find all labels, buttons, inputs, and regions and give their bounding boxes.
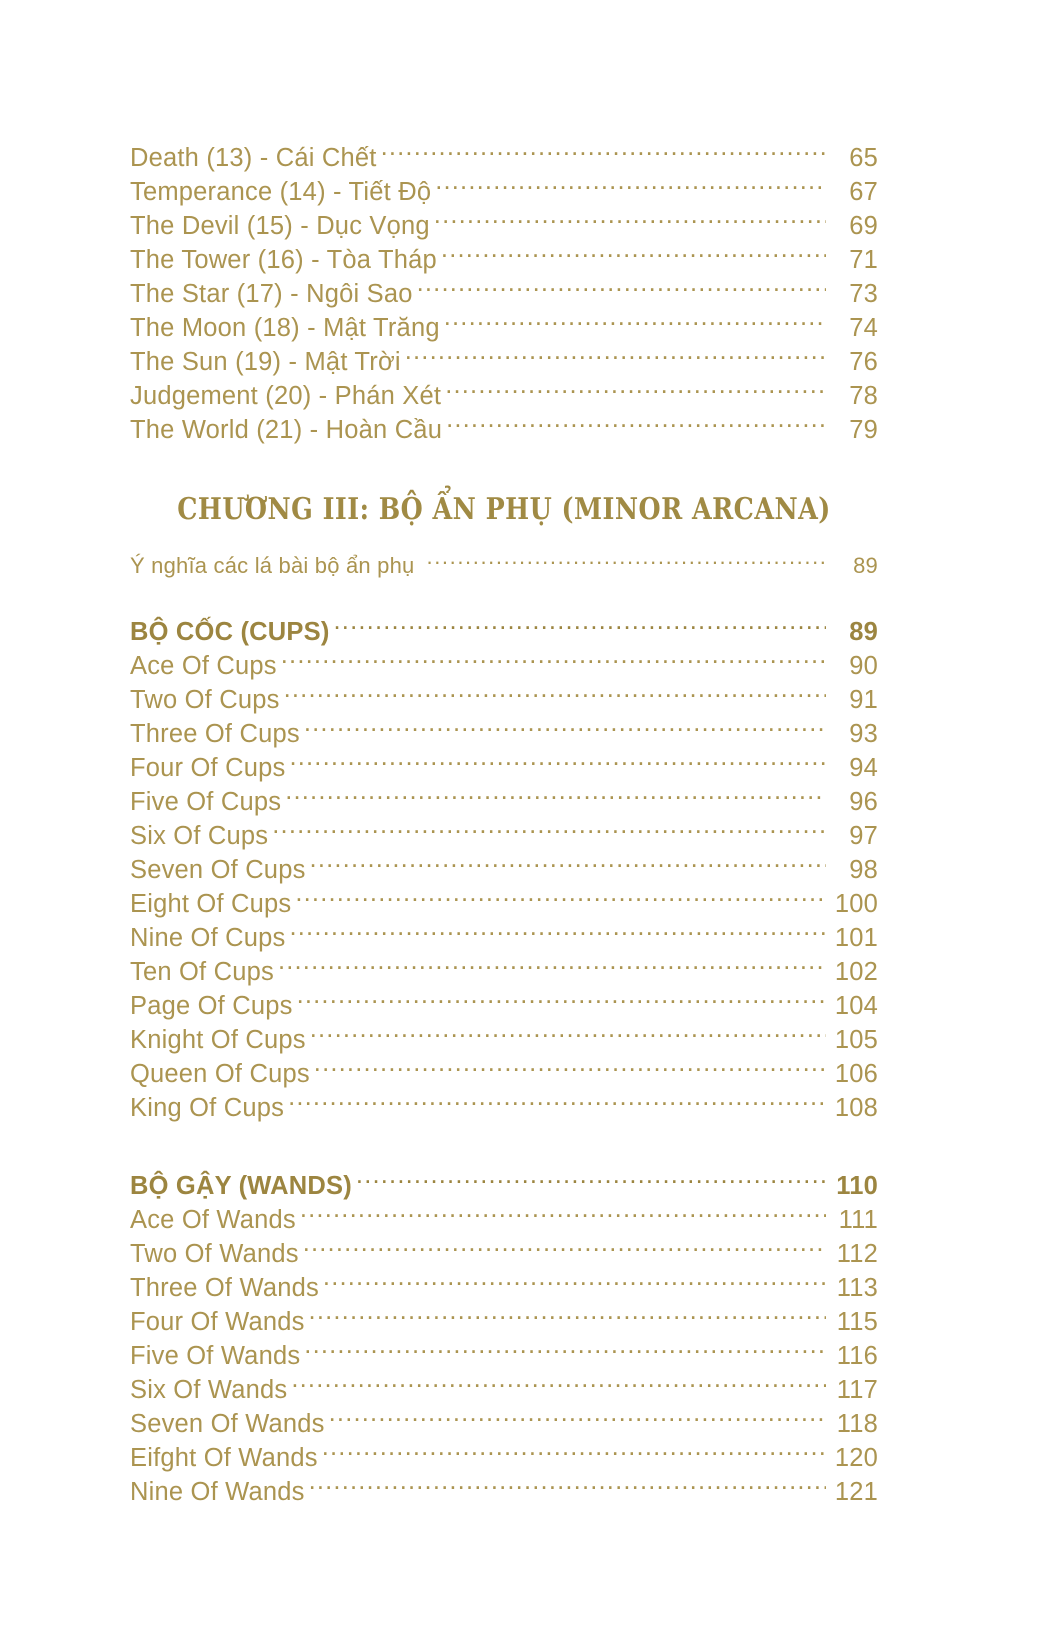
toc-entry-page: 71 (849, 245, 878, 274)
dot-leader (441, 242, 826, 268)
toc-entry-label: The Moon (18) - Mật Trăng (130, 313, 440, 342)
toc-entry-page: 105 (834, 1025, 878, 1054)
toc-entry-page: 78 (849, 381, 878, 410)
toc-entry-label: Five Of Cups (130, 787, 282, 816)
dot-leader (300, 1202, 826, 1228)
toc-entry-label: Ace Of Wands (130, 1205, 296, 1234)
toc-entry-label: Three Of Wands (130, 1273, 319, 1302)
toc-entry-page: 113 (836, 1273, 878, 1302)
dot-leader (284, 682, 826, 708)
toc-entry-label: BỘ CỐC (CUPS) (130, 617, 330, 646)
toc-entry-page: 74 (849, 313, 878, 342)
toc-section-header-wands[interactable] (130, 1168, 878, 1202)
toc-list-cups (130, 614, 878, 1124)
dot-leader (289, 750, 826, 776)
toc-entry[interactable] (130, 1090, 878, 1124)
dot-leader (444, 310, 826, 336)
toc-section-header-cups[interactable] (130, 614, 878, 648)
toc-entry-label: Ý nghĩa các lá bài bộ ẩn phụ (130, 553, 415, 578)
toc-entry-label: Queen Of Cups (130, 1059, 310, 1088)
toc-entry[interactable] (130, 1406, 878, 1440)
dot-leader (310, 1022, 826, 1048)
toc-entry[interactable] (130, 1022, 878, 1056)
toc-entry-label: Page Of Cups (130, 991, 293, 1020)
toc-entry-page: 118 (836, 1409, 878, 1438)
toc-entry-page: 106 (834, 1059, 878, 1088)
dot-leader (304, 716, 826, 742)
toc-entry-page: 121 (834, 1477, 878, 1506)
toc-entry-label: BỘ GẬY (WANDS) (130, 1171, 352, 1200)
dot-leader (309, 1474, 826, 1500)
toc-entry[interactable] (130, 378, 878, 412)
toc-entry-label: Two Of Cups (130, 685, 280, 714)
toc-entry[interactable] (130, 1338, 878, 1372)
toc-entry-label: Temperance (14) - Tiết Độ (130, 177, 432, 206)
toc-entry-page: 101 (834, 923, 878, 952)
dot-leader (435, 174, 826, 200)
toc-entry-page: 65 (849, 143, 878, 172)
toc-list-major-arcana (130, 140, 878, 446)
toc-entry-label: Four Of Wands (130, 1307, 305, 1336)
toc-entry[interactable] (130, 1202, 878, 1236)
toc-entry[interactable] (130, 412, 878, 446)
toc-entry-label: The World (21) - Hoàn Cầu (130, 415, 443, 444)
toc-entry[interactable] (130, 276, 878, 310)
toc-entry[interactable] (130, 1270, 878, 1304)
toc-entry[interactable] (130, 988, 878, 1022)
toc-entry[interactable] (130, 784, 878, 818)
toc-entry-label: Nine Of Cups (130, 923, 286, 952)
dot-leader (426, 551, 826, 573)
dot-leader (329, 1406, 826, 1432)
toc-entry-page: 89 (853, 553, 878, 578)
toc-entry-page: 98 (849, 855, 878, 884)
toc-entry-page: 96 (849, 787, 878, 816)
toc-entry-page: 117 (836, 1375, 878, 1404)
dot-leader (405, 344, 826, 370)
toc-entry[interactable] (130, 344, 878, 378)
dot-leader (303, 1236, 826, 1262)
toc-entry-label: Three Of Cups (130, 719, 300, 748)
toc-entry[interactable] (130, 886, 878, 920)
spacer (130, 580, 878, 614)
toc-entry-label: Nine Of Wands (130, 1477, 305, 1506)
toc-entry-page: 94 (849, 753, 878, 782)
toc-entry-label: King Of Cups (130, 1093, 285, 1122)
dot-leader (314, 1056, 826, 1082)
dot-leader (291, 1372, 826, 1398)
chapter-title: CHƯƠNG III: BỘ ẨN PHỤ (MINOR ARCANA) (177, 492, 831, 527)
toc-entry-label: Knight Of Cups (130, 1025, 306, 1054)
dot-leader (304, 1338, 826, 1364)
toc-entry-label: Seven Of Cups (130, 855, 306, 884)
toc-entry[interactable] (130, 1236, 878, 1270)
dot-leader (310, 852, 826, 878)
toc-entry[interactable] (130, 852, 878, 886)
dot-leader (278, 954, 826, 980)
toc-entry-page: 120 (834, 1443, 878, 1472)
dot-leader (289, 920, 826, 946)
toc-entry-page: 102 (834, 957, 878, 986)
toc-entry[interactable] (130, 242, 878, 276)
toc-entry-label: The Tower (16) - Tòa Tháp (130, 245, 437, 274)
toc-entry-label: Eight Of Cups (130, 889, 292, 918)
toc-entry-page: 100 (834, 889, 878, 918)
toc-entry-page: 90 (849, 651, 878, 680)
toc-entry-page: 104 (834, 991, 878, 1020)
toc-entry-page: 108 (834, 1093, 878, 1122)
toc-entry[interactable] (130, 208, 878, 242)
toc-entry[interactable] (130, 551, 878, 580)
toc-entry[interactable] (130, 920, 878, 954)
toc-entry-label: Eifght Of Wands (130, 1443, 318, 1472)
dot-leader (309, 1304, 826, 1330)
toc-entry-label: The Devil (15) - Dục Vọng (130, 211, 430, 240)
toc-list-chapter-intro (130, 551, 878, 580)
toc-entry[interactable] (130, 1372, 878, 1406)
dot-leader (334, 614, 826, 640)
toc-entry-page: 115 (836, 1307, 878, 1336)
spacer (130, 1124, 878, 1168)
toc-entry[interactable] (130, 648, 878, 682)
toc-entry-label: Six Of Cups (130, 821, 269, 850)
toc-entry-page: 97 (849, 821, 878, 850)
dot-leader (446, 412, 826, 438)
toc-entry-page: 79 (849, 415, 878, 444)
toc-entry-page: 76 (849, 347, 878, 376)
toc-entry-label: Four Of Cups (130, 753, 286, 782)
toc-entry[interactable] (130, 954, 878, 988)
dot-leader (288, 1090, 826, 1116)
toc-list-wands (130, 1168, 878, 1508)
toc-entry[interactable] (130, 1474, 878, 1508)
dot-leader (417, 276, 826, 302)
toc-entry-label: The Sun (19) - Mật Trời (130, 347, 401, 376)
toc-entry-label: Ten Of Cups (130, 957, 274, 986)
toc-entry[interactable] (130, 174, 878, 208)
toc-entry-page: 91 (849, 685, 878, 714)
dot-leader (445, 378, 826, 404)
toc-entry[interactable] (130, 140, 878, 174)
toc-entry[interactable] (130, 310, 878, 344)
toc-entry-page: 69 (849, 211, 878, 240)
dot-leader (281, 648, 826, 674)
toc-entry-page: 110 (836, 1171, 878, 1200)
toc-entry-page: 93 (849, 719, 878, 748)
toc-entry-page: 73 (849, 279, 878, 308)
toc-entry-label: Seven Of Wands (130, 1409, 325, 1438)
toc-entry-label: Judgement (20) - Phán Xét (130, 381, 442, 410)
toc-entry[interactable] (130, 1440, 878, 1474)
toc-entry-page: 116 (836, 1341, 878, 1370)
toc-entry-page: 67 (849, 177, 878, 206)
dot-leader (434, 208, 826, 234)
dot-leader (295, 886, 826, 912)
dot-leader (322, 1440, 826, 1466)
toc-entry[interactable] (130, 716, 878, 750)
toc-entry-label: Five Of Wands (130, 1341, 301, 1370)
toc-entry-page: 89 (849, 617, 878, 646)
dot-leader (297, 988, 826, 1014)
dot-leader (323, 1270, 826, 1296)
dot-leader (381, 140, 826, 166)
toc-entry-page: 112 (836, 1239, 878, 1268)
toc-entry[interactable] (130, 750, 878, 784)
dot-leader (356, 1168, 826, 1194)
toc-entry-label: Six Of Wands (130, 1375, 288, 1404)
toc-entry-label: The Star (17) - Ngôi Sao (130, 279, 413, 308)
toc-entry[interactable] (130, 818, 878, 852)
dot-leader (285, 784, 826, 810)
dot-leader (272, 818, 826, 844)
toc-entry[interactable] (130, 1304, 878, 1338)
toc-entry-label: Death (13) - Cái Chết (130, 143, 377, 172)
toc-entry[interactable] (130, 1056, 878, 1090)
toc-entry-label: Ace Of Cups (130, 651, 277, 680)
toc-entry[interactable] (130, 682, 878, 716)
toc-entry-label: Two Of Wands (130, 1239, 299, 1268)
toc-entry-page: 111 (838, 1205, 878, 1234)
